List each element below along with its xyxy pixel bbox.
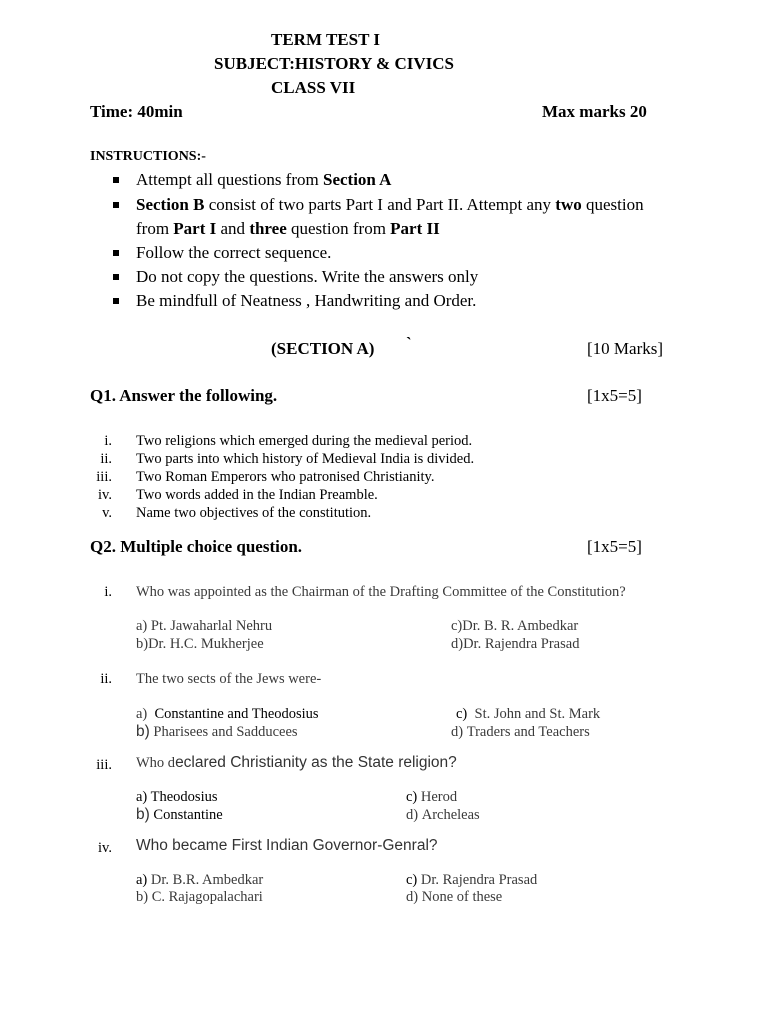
question-text: Who declared Christianity as the State religion? xyxy=(136,754,457,771)
option-d: d) None of these xyxy=(406,889,503,905)
question-number: iii. xyxy=(96,757,112,773)
time-label: Time: 40min xyxy=(90,102,183,121)
list-item: v. Name two objectives of the constitution. xyxy=(102,505,372,521)
option-a: a) Pt. Jawaharlal Nehru xyxy=(136,618,273,634)
q2-marks: [1x5=5] xyxy=(587,537,642,556)
list-item: i. Two religions which emerged during the medieval period. xyxy=(104,433,473,449)
option-d: d) Traders and Teachers xyxy=(451,724,590,740)
question-number: iv. xyxy=(98,840,112,856)
option-b: b) Constantine xyxy=(136,806,223,823)
option-c: c) Herod xyxy=(406,789,458,805)
option-d: d) Archeleas xyxy=(406,807,480,823)
section-a-title: (SECTION A) xyxy=(271,339,375,358)
option-c: c) Dr. Rajendra Prasad xyxy=(406,872,538,888)
question-text: The two sects of the Jews were- xyxy=(136,671,322,687)
class-title: CLASS VII xyxy=(271,78,356,97)
list-item: ii. Two parts into which history of Medieval India is divided. xyxy=(100,451,475,467)
option-c: c)Dr. B. R. Ambedkar xyxy=(451,618,579,634)
subject-title: SUBJECT:HISTORY & CIVICS xyxy=(214,54,454,73)
q2-heading: Q2. Multiple choice question. xyxy=(90,537,303,556)
bullet-icon xyxy=(113,298,119,304)
bullet-icon xyxy=(113,274,119,280)
question-number: ii. xyxy=(100,671,112,687)
stray-mark: ` xyxy=(406,334,412,353)
bullet-icon xyxy=(113,177,119,183)
q1-marks: [1x5=5] xyxy=(587,386,642,405)
option-a: a) Dr. B.R. Ambedkar xyxy=(136,872,264,888)
option-d: d)Dr. Rajendra Prasad xyxy=(451,636,580,652)
option-a: a) Theodosius xyxy=(136,789,218,805)
option-c: c) St. John and St. Mark xyxy=(456,706,601,722)
question-text: Who became First Indian Governor-Genral? xyxy=(136,837,438,854)
instructions-title: INSTRUCTIONS:- xyxy=(90,149,206,164)
option-b: b) Pharisees and Sadducees xyxy=(136,723,298,740)
section-a-marks: [10 Marks] xyxy=(587,339,664,358)
option-a: a) Constantine and Theodosius xyxy=(136,706,319,722)
list-item: iii. Two Roman Emperors who patronised Christianity. xyxy=(96,469,435,485)
question-number: i. xyxy=(104,584,112,600)
q1-heading: Q1. Answer the following. xyxy=(90,386,278,405)
list-item: iv. Two words added in the Indian Preamble. xyxy=(98,487,378,503)
bullet-icon xyxy=(113,250,119,256)
q1-list xyxy=(0,433,768,523)
question-text: Who was appointed as the Chairman of the Drafting Committee of the Constitution? xyxy=(136,584,626,600)
option-b: b)Dr. H.C. Mukherjee xyxy=(136,636,264,652)
option-b: b) C. Rajagopalachari xyxy=(136,889,263,905)
bullet-icon xyxy=(113,202,119,208)
test-title: TERM TEST I xyxy=(271,30,380,49)
max-marks-label: Max marks 20 xyxy=(542,102,647,121)
